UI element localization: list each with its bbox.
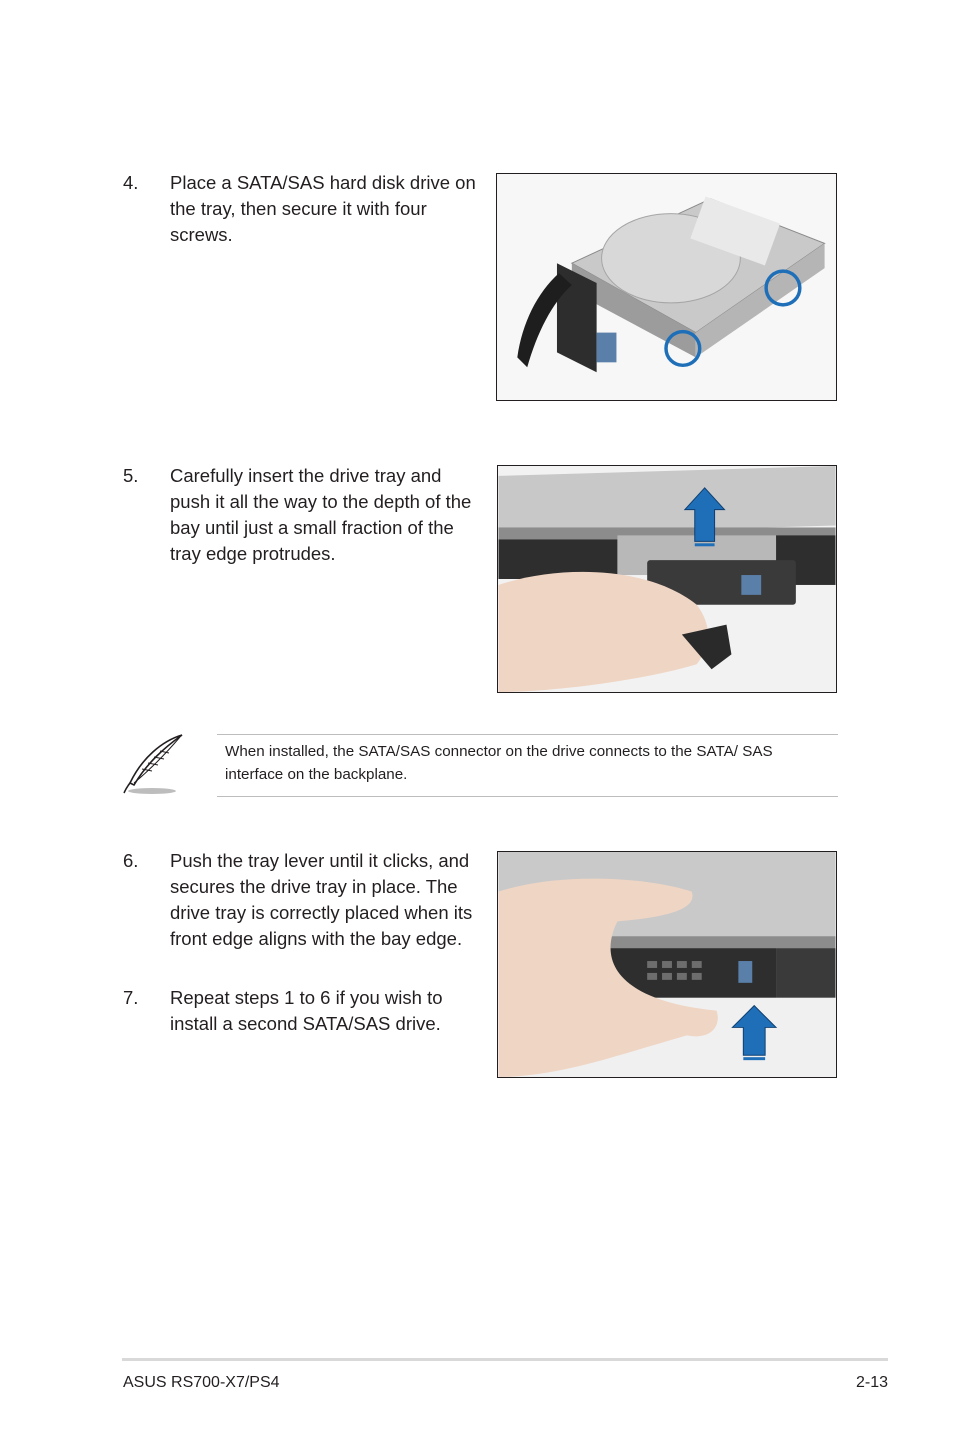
- step-text: Place a SATA/SAS hard disk drive on the tray, then secure it with four screws.: [170, 172, 476, 245]
- note-text: When installed, the SATA/SAS connector on the drive connects to the SATA/ SAS interface on the backplane.: [225, 743, 773, 783]
- step-text: Carefully insert the drive tray and push it all the way to the depth of the bay until just a small fraction of the tray edge protrudes.: [170, 465, 472, 564]
- step-text: Push the tray lever until it clicks, and secures the drive tray in place. The drive tray is correctly placed when its front edge aligns with the bay edge.: [170, 850, 473, 949]
- step-number: 7.: [123, 987, 139, 1008]
- note-top-rule: [217, 734, 838, 735]
- footer-rule: [122, 1358, 888, 1361]
- feather-pen-icon: [122, 733, 186, 795]
- step-number: 4.: [123, 172, 139, 193]
- footer-page-number: 2-13: [855, 1374, 888, 1391]
- drive-on-tray-photo: [496, 173, 837, 401]
- step-number: 5.: [123, 465, 139, 486]
- step-text: Repeat steps 1 to 6 if you wish to install a second SATA/SAS drive.: [170, 987, 443, 1034]
- step-number: 6.: [123, 850, 139, 871]
- footer-product-name: ASUS RS700-X7/PS4: [123, 1374, 280, 1391]
- insert-drive-tray-photo: [497, 465, 837, 693]
- push-tray-lever-photo: [497, 851, 837, 1078]
- note-bottom-rule: [217, 796, 838, 797]
